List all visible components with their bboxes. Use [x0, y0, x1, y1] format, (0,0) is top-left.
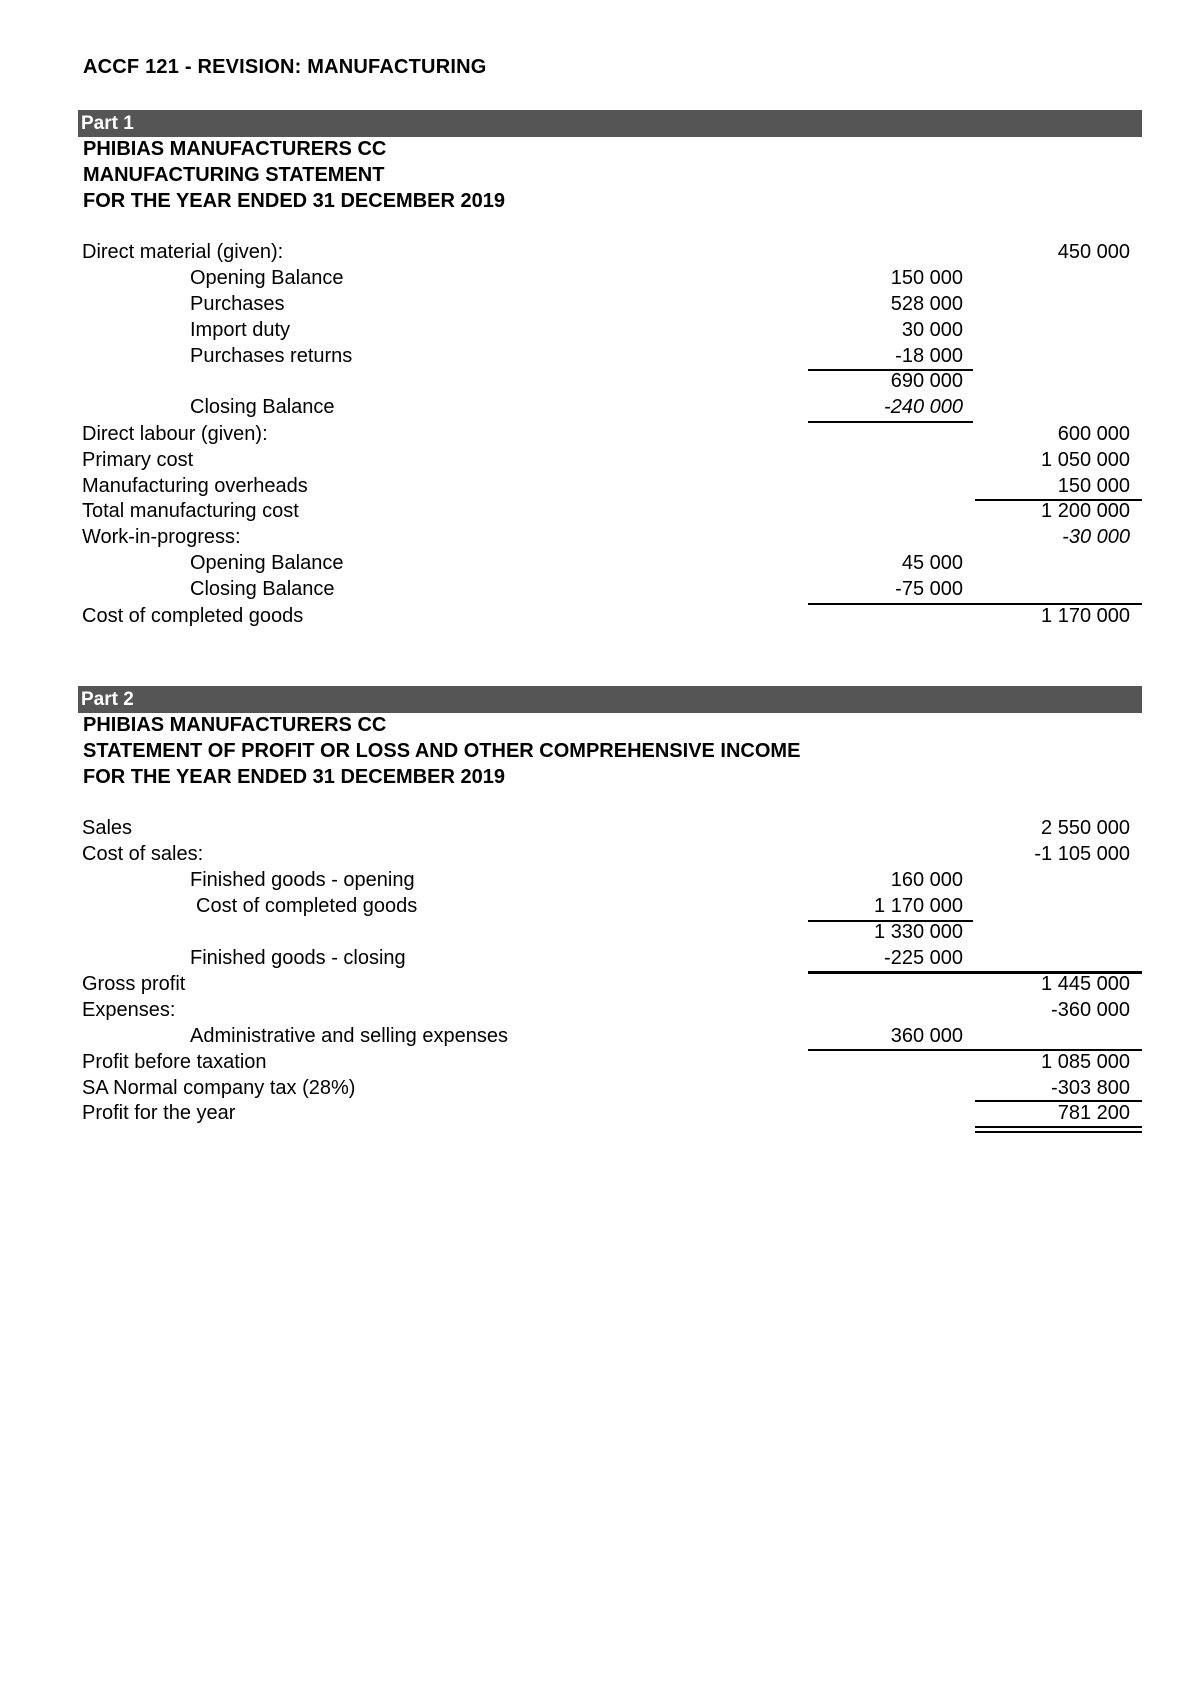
statement-row-manufacturing-overheads	[0, 473, 1200, 499]
statement-row-cost-of-sales	[0, 841, 1200, 867]
row-total-value: 150 000	[1057, 475, 1130, 497]
row-total-value: 781 200	[1057, 1102, 1130, 1124]
row-label: Profit for the year	[82, 1102, 236, 1124]
row-label: Administrative and selling expenses	[190, 1025, 508, 1047]
row-label: Primary cost	[82, 449, 194, 471]
statement-row-opening-balance	[0, 265, 1200, 291]
row-total-value: 600 000	[1057, 423, 1130, 445]
row-detail-value: -18 000	[895, 345, 963, 367]
statement-row-purchases-returns	[0, 343, 1200, 369]
row-detail-value: 1 330 000	[874, 921, 963, 943]
row-label: SA Normal company tax (28%)	[82, 1077, 356, 1099]
statement-row-subtotal	[0, 368, 1200, 394]
part-2-company-name: PHIBIAS MANUFACTURERS CC	[83, 714, 387, 736]
row-label: Profit before taxation	[82, 1051, 267, 1073]
row-label: Cost of completed goods	[196, 895, 418, 917]
row-detail-value: 160 000	[890, 869, 963, 891]
row-total-value: -303 800	[1051, 1077, 1130, 1099]
part-2-header-bar: Part 2	[78, 686, 1142, 713]
row-detail-value: 1 170 000	[874, 895, 963, 917]
row-label: Closing Balance	[190, 396, 335, 418]
row-total-value: -360 000	[1051, 999, 1130, 1021]
row-total-value: 1 050 000	[1041, 449, 1130, 471]
statement-row-expenses	[0, 997, 1200, 1023]
row-total-value: 1 445 000	[1041, 973, 1130, 995]
part-1-statement-title: MANUFACTURING STATEMENT	[83, 164, 385, 186]
statement-row-primary-cost	[0, 447, 1200, 473]
statement-row-company-tax	[0, 1075, 1200, 1101]
row-label: Gross profit	[82, 973, 186, 995]
row-detail-value: 30 000	[901, 319, 963, 341]
statement-row-wip-opening-balance	[0, 550, 1200, 576]
row-label: Opening Balance	[190, 552, 344, 574]
row-label: Cost of sales:	[82, 843, 204, 865]
statement-row-purchases	[0, 291, 1200, 317]
statement-row-closing-balance	[0, 394, 1200, 420]
row-detail-value: 528 000	[890, 293, 963, 315]
row-label: Purchases returns	[190, 345, 353, 367]
row-total-value: -1 105 000	[1034, 843, 1130, 865]
statement-row-cost-of-completed-goods	[0, 893, 1200, 919]
row-label: Import duty	[190, 319, 291, 341]
row-detail-value: 690 000	[890, 370, 963, 392]
row-detail-value: -240 000	[884, 396, 963, 418]
statement-row-wip-closing-balance	[0, 576, 1200, 602]
row-label: Total manufacturing cost	[82, 500, 299, 522]
row-label: Purchases	[190, 293, 285, 315]
statement-row-profit-before-taxation	[0, 1049, 1200, 1075]
double-underline-top	[975, 1126, 1142, 1128]
statement-row-work-in-progress	[0, 524, 1200, 550]
row-detail-value: -225 000	[884, 947, 963, 969]
statement-row-import-duty	[0, 317, 1200, 343]
part-1-company-name: PHIBIAS MANUFACTURERS CC	[83, 138, 387, 160]
part-2-period: FOR THE YEAR ENDED 31 DECEMBER 2019	[83, 766, 505, 788]
document-title: ACCF 121 - REVISION: MANUFACTURING	[83, 56, 487, 78]
row-total-value: 450 000	[1057, 241, 1130, 263]
statement-row-subtotal	[0, 919, 1200, 945]
row-total-value: 1 200 000	[1041, 500, 1130, 522]
statement-row-gross-profit	[0, 971, 1200, 997]
row-label: Direct material (given):	[82, 241, 284, 263]
statement-row-profit-for-the-year	[0, 1100, 1200, 1126]
row-label: Opening Balance	[190, 267, 344, 289]
row-label: Finished goods - opening	[190, 869, 415, 891]
row-detail-value: 45 000	[901, 552, 963, 574]
double-underline-bottom	[975, 1131, 1142, 1133]
part-1-header-bar: Part 1	[78, 110, 1142, 137]
statement-row-direct-labour	[0, 421, 1200, 447]
row-label: Sales	[82, 817, 133, 839]
row-label: Closing Balance	[190, 578, 335, 600]
row-label: Expenses:	[82, 999, 176, 1021]
row-total-value: 2 550 000	[1041, 817, 1130, 839]
row-label: Direct labour (given):	[82, 423, 268, 445]
part-1-period: FOR THE YEAR ENDED 31 DECEMBER 2019	[83, 190, 505, 212]
row-total-value: -30 000	[1062, 526, 1130, 548]
statement-row-admin-selling-expenses	[0, 1023, 1200, 1049]
part-2-statement-title: STATEMENT OF PROFIT OR LOSS AND OTHER COMPREHENSIVE INCOME	[83, 740, 801, 762]
row-label: Finished goods - closing	[190, 947, 406, 969]
row-detail-value: -75 000	[895, 578, 963, 600]
row-label: Manufacturing overheads	[82, 475, 308, 497]
statement-row-finished-goods-opening	[0, 867, 1200, 893]
statement-row-sales	[0, 815, 1200, 841]
row-detail-value: 150 000	[890, 267, 963, 289]
row-label: Work-in-progress:	[82, 526, 241, 548]
row-label: Cost of completed goods	[82, 605, 304, 627]
statement-row-cost-of-completed-goods	[0, 603, 1200, 629]
row-detail-value: 360 000	[890, 1025, 963, 1047]
row-total-value: 1 085 000	[1041, 1051, 1130, 1073]
row-total-value: 1 170 000	[1041, 605, 1130, 627]
statement-row-total-manufacturing-cost	[0, 498, 1200, 524]
statement-row-finished-goods-closing	[0, 945, 1200, 971]
statement-row-direct-material	[0, 239, 1200, 265]
